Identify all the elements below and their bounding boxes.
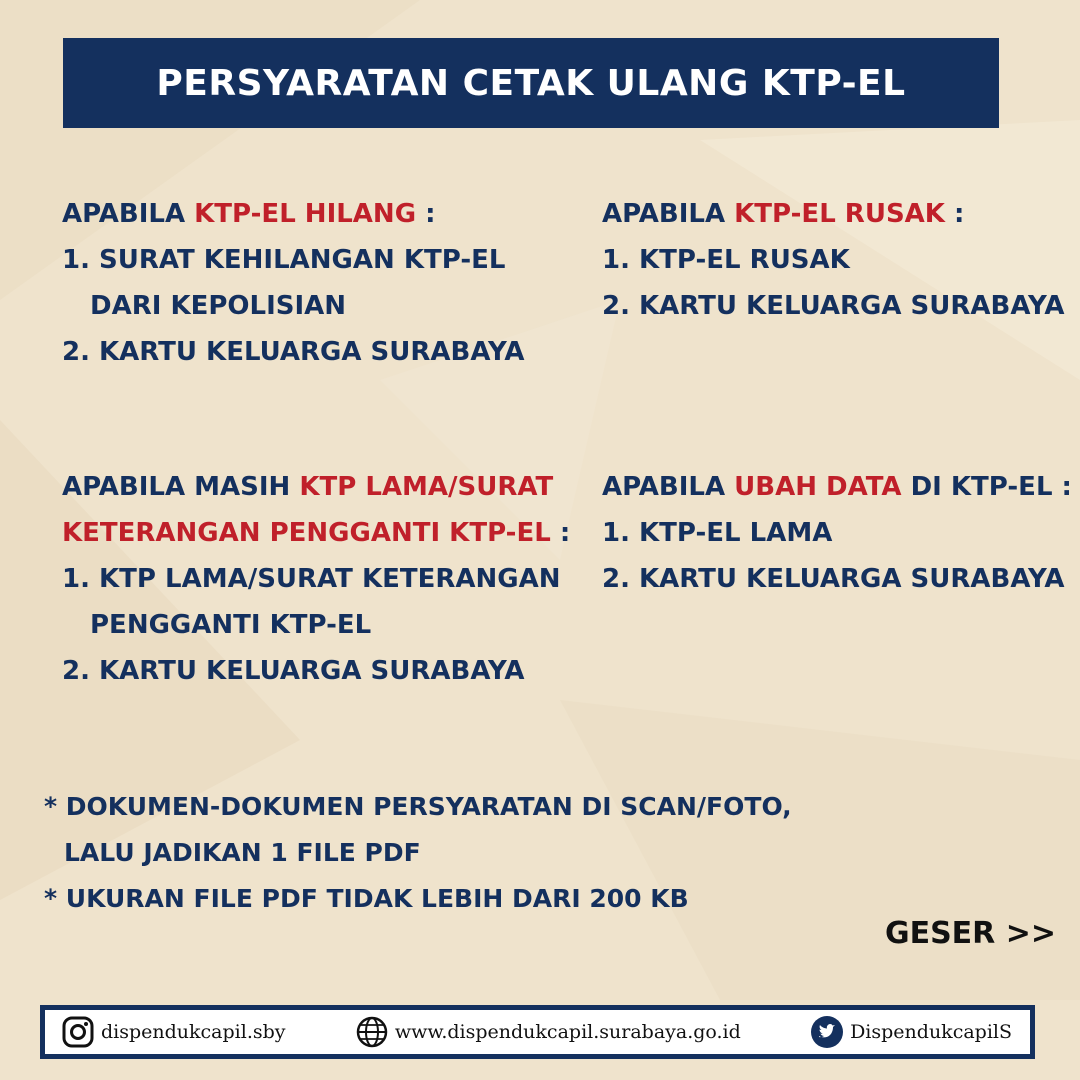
section-ktp-hilang bbox=[62, 191, 524, 375]
website-url: www.dispendukcapil.surabaya.go.id bbox=[394, 1021, 741, 1043]
heading-highlight: UBAH DATA bbox=[734, 472, 902, 502]
list-item-continuation: DARI KEPOLISIAN bbox=[90, 291, 347, 321]
heading-highlight: KTP LAMA/SURAT bbox=[299, 472, 554, 502]
twitter-link[interactable] bbox=[810, 1015, 1012, 1049]
list-item: 1. KTP LAMA/SURAT KETERANGAN bbox=[62, 564, 561, 594]
section-heading: APABILA MASIH KTP LAMA/SURAT bbox=[62, 472, 554, 502]
list-item: 2. KARTU KELUARGA SURABAYA bbox=[62, 337, 525, 367]
list-item: 1. KTP-EL RUSAK bbox=[602, 245, 850, 275]
notes bbox=[44, 784, 792, 922]
instagram-link[interactable] bbox=[61, 1015, 286, 1049]
section-heading-continuation: KETERANGAN PENGGANTI KTP-EL : bbox=[62, 518, 571, 548]
list-item: 1. SURAT KEHILANGAN KTP-EL bbox=[62, 245, 506, 275]
page-title: PERSYARATAN CETAK ULANG KTP-EL bbox=[156, 62, 906, 104]
list-item-continuation: PENGGANTI KTP-EL bbox=[90, 610, 372, 640]
section-ktp-lama bbox=[62, 464, 570, 694]
section-heading: APABILA KTP-EL HILANG : bbox=[62, 199, 436, 229]
website-link[interactable] bbox=[355, 1015, 741, 1049]
twitter-icon bbox=[810, 1015, 844, 1049]
swipe-hint: GESER >> bbox=[884, 916, 1056, 951]
title-banner bbox=[63, 38, 999, 128]
list-item: 1. KTP-EL LAMA bbox=[602, 518, 833, 548]
list-item: 2. KARTU KELUARGA SURABAYA bbox=[62, 656, 525, 686]
heading-highlight: KTP-EL HILANG bbox=[194, 199, 417, 229]
globe-icon bbox=[355, 1015, 389, 1049]
section-ktp-rusak bbox=[602, 191, 1064, 329]
note-continuation: LALU JADIKAN 1 FILE PDF bbox=[64, 838, 421, 867]
section-ubah-data bbox=[602, 464, 1072, 602]
heading-highlight: KTP-EL RUSAK bbox=[734, 199, 945, 229]
note: * DOKUMEN-DOKUMEN PERSYARATAN DI SCAN/FOTO, bbox=[44, 792, 792, 821]
list-item: 2. KARTU KELUARGA SURABAYA bbox=[602, 291, 1065, 321]
heading-highlight: KETERANGAN PENGGANTI KTP-EL bbox=[62, 518, 551, 548]
footer-content bbox=[45, 1010, 1030, 1054]
note: * UKURAN FILE PDF TIDAK LEBIH DARI 200 KB bbox=[44, 884, 689, 913]
section-heading: APABILA KTP-EL RUSAK : bbox=[602, 199, 965, 229]
footer-bar bbox=[40, 1005, 1035, 1059]
instagram-icon bbox=[61, 1015, 95, 1049]
list-item: 2. KARTU KELUARGA SURABAYA bbox=[602, 564, 1065, 594]
section-heading: APABILA UBAH DATA DI KTP-EL : bbox=[602, 472, 1072, 502]
instagram-handle: dispendukcapil.sby bbox=[101, 1021, 286, 1043]
twitter-handle: DispendukcapilS bbox=[850, 1021, 1012, 1043]
